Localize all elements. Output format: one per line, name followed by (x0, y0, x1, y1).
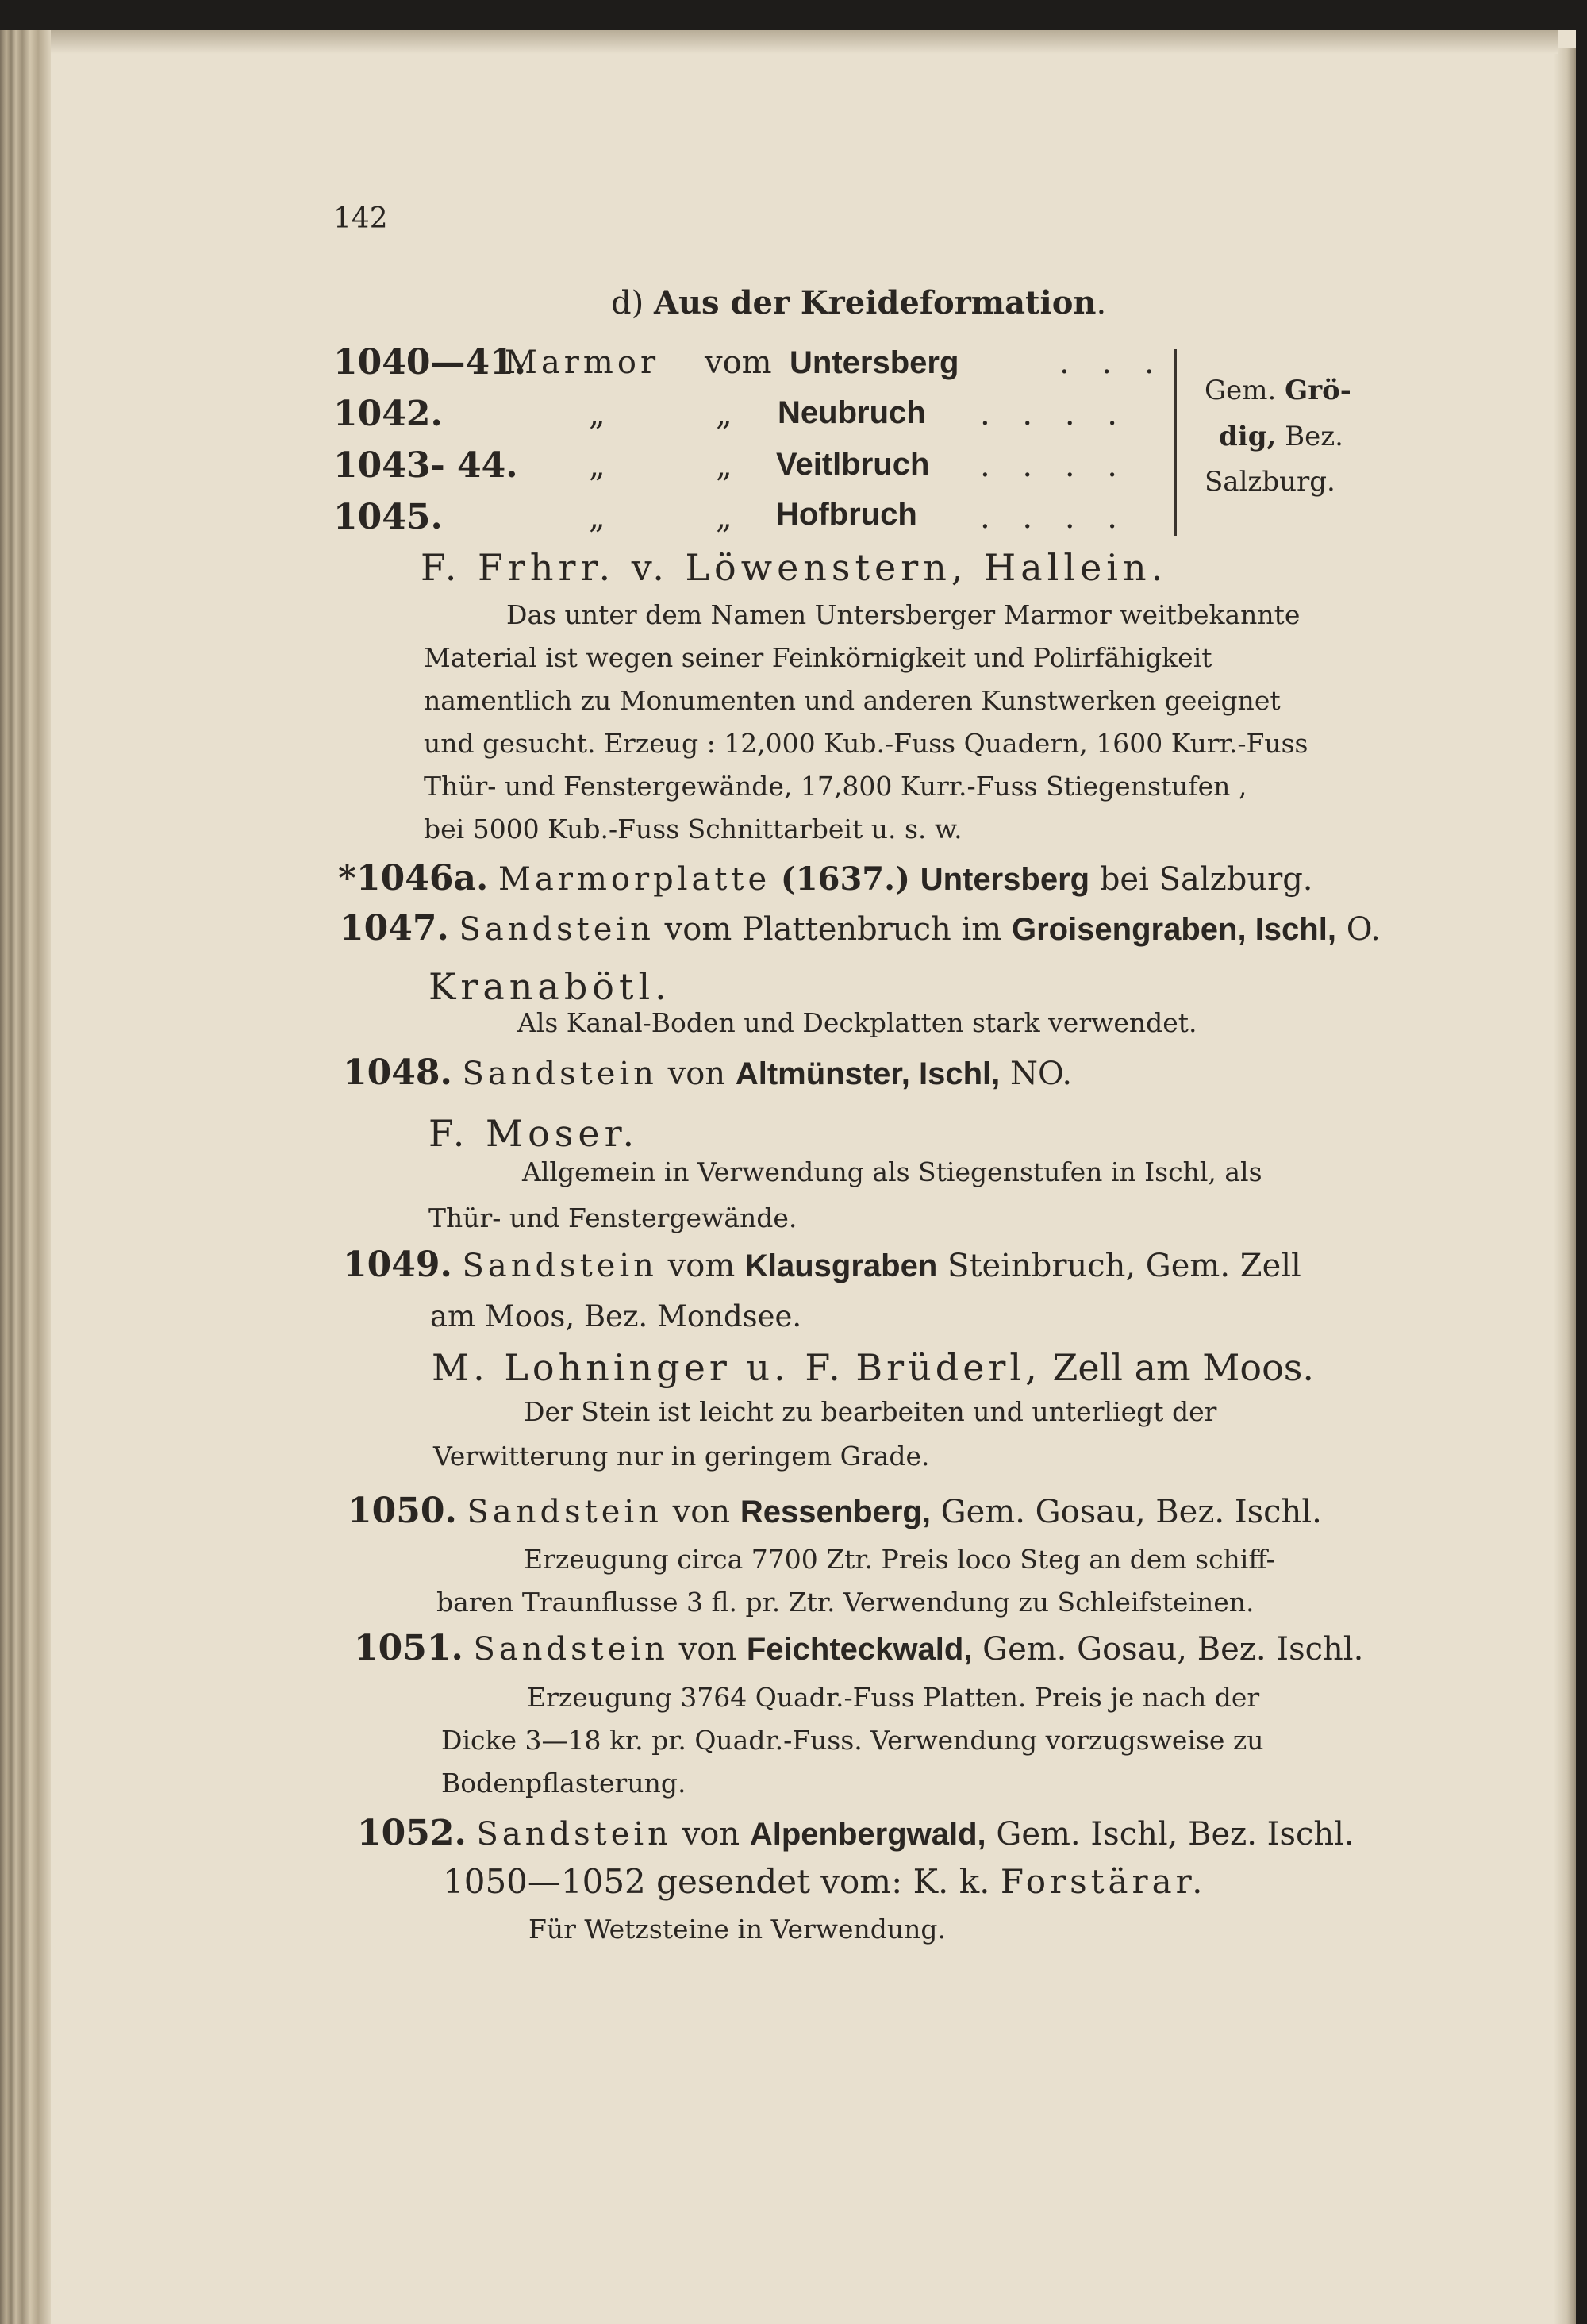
entry-place-1049: Klausgraben (745, 1249, 938, 1283)
entry-vom-1040: vom (705, 344, 772, 381)
ditto-mark: „ (589, 448, 605, 484)
entry-1051 (354, 1628, 1364, 1668)
description-line: und gesucht. Erzeug : 12,000 Kub.-Fuss Quadern, 1600 Kurr.-Fuss (424, 728, 1308, 759)
page-number: 142 (333, 202, 388, 235)
entry-text-1047: vom Plattenbruch im (664, 911, 1002, 948)
group-brace (1166, 349, 1177, 536)
entry-text-1051: von (678, 1631, 737, 1668)
entry-number-1046a: *1046a. (338, 858, 489, 898)
description-line: Bodenpflasterung. (441, 1768, 686, 1799)
entry-place-1047: Groisengraben, Ischl, (1011, 912, 1336, 947)
entry-place-1040: Untersberg (790, 345, 959, 380)
entry-rest-1052: Gem. Ischl, Bez. Ischl. (996, 1816, 1355, 1853)
entry-label-1046a: Marmorplatte (498, 861, 771, 898)
entry-label-1040: Marmor (505, 344, 660, 381)
entry-rest-1047: O. (1346, 911, 1381, 948)
entry-place-1045: Hofbruch (776, 497, 917, 532)
entry-place-1051: Feichteckwald, (746, 1632, 973, 1667)
entry-rest-1049: Steinbruch, Gem. Zell (947, 1248, 1301, 1284)
entry-text-1050: von (672, 1494, 731, 1530)
page-top-shadow (51, 30, 1558, 54)
description-line: Dicke 3—18 kr. pr. Quadr.-Fuss. Verwendung vorzugsweise zu (441, 1725, 1264, 1756)
entry-label-1048: Sandstein (462, 1056, 658, 1092)
ditto-mark: „ (589, 499, 605, 536)
entry-number-1048: 1048. (343, 1052, 452, 1093)
page-right-edge (1554, 48, 1576, 2324)
entry-number-1049: 1049. (343, 1245, 452, 1285)
description-line: Material ist wegen seiner Feinkörnigkeit und Polirfähigkeit (424, 642, 1212, 673)
description-line: Thür- und Fenstergewände. (428, 1202, 797, 1233)
ditto-mark: „ (589, 396, 605, 433)
entry-dots-1045: . . . . (980, 499, 1129, 536)
sent-by-prefix: 1050—1052 gesendet vom: K. k. (443, 1862, 990, 1901)
entry-text-1048: von (667, 1056, 726, 1092)
entry-1049 (343, 1245, 1301, 1285)
entry-number-1045: 1045. (333, 497, 443, 537)
scan-right-border (1576, 0, 1587, 2324)
entry-place-1042: Neubruch (778, 395, 926, 430)
entry-dots-1040: . . . (1059, 344, 1166, 381)
exhibitor-loewenstern: F. Frhrr. v. Löwenstern, Hallein. (421, 546, 1168, 589)
sent-by-name: Forstärar. (1000, 1862, 1207, 1901)
entry-text-1052: von (682, 1816, 740, 1853)
location-bez: Bez. (1285, 421, 1343, 452)
ditto-mark: „ (716, 396, 732, 433)
book-gutter (0, 30, 51, 2324)
entry-place-1050: Ressenberg, (740, 1495, 931, 1529)
entry-label-1050: Sandstein (467, 1494, 663, 1530)
exhibitor-lohninger (432, 1346, 1314, 1389)
location-gem: Gem. (1205, 375, 1277, 406)
entry-number-1043: 1043- 44. (333, 445, 518, 486)
entry-number-1040: 1040—41. (333, 342, 527, 383)
entry-text-1049: vom (667, 1248, 736, 1284)
description-line: Als Kanal-Boden und Deckplatten stark verwendet. (517, 1007, 1197, 1038)
description-line: Für Wetzsteine in Verwendung. (528, 1914, 947, 1945)
section-heading (611, 284, 1107, 321)
sent-by-line (443, 1862, 1207, 1901)
entry-1049-line2: am Moos, Bez. Mondsee. (430, 1299, 802, 1333)
description-line: Das unter dem Namen Untersberger Marmor weitbekannte (506, 599, 1301, 630)
description-line: Thür- und Fenstergewände, 17,800 Kurr.-Fuss Stiegenstufen , (424, 771, 1247, 802)
entry-place-1048: Altmünster, Ischl, (735, 1056, 1001, 1091)
exhibitor-moser: F. Moser. (428, 1112, 640, 1155)
section-heading-title: Aus der Kreideformation (653, 284, 1097, 321)
entry-1048 (343, 1052, 1073, 1093)
entry-rest-1050: Gem. Gosau, Bez. Ischl. (940, 1494, 1322, 1530)
entry-1047 (340, 908, 1381, 948)
entry-label-1052: Sandstein (476, 1816, 672, 1853)
entry-1050 (348, 1491, 1322, 1531)
entry-dots-1042: . . . . (980, 396, 1129, 433)
entry-number-1050: 1050. (348, 1491, 457, 1531)
entry-paren-1046a: (1637.) (780, 860, 910, 898)
description-line: baren Traunflusse 3 fl. pr. Ztr. Verwendung zu Schleifsteinen. (436, 1587, 1255, 1618)
entry-rest-1051: Gem. Gosau, Bez. Ischl. (982, 1631, 1364, 1668)
scan-top-border (0, 0, 1587, 30)
entry-dots-1043: . . . . (980, 448, 1129, 484)
ditto-mark: „ (716, 448, 732, 484)
entry-place-1046a: Untersberg (920, 862, 1090, 897)
location-groedig-a: Grö- (1285, 375, 1351, 406)
entry-label-1051: Sandstein (473, 1631, 669, 1668)
description-line: bei 5000 Kub.-Fuss Schnittarbeit u. s. w. (424, 814, 963, 845)
entry-label-1047: Sandstein (459, 911, 655, 948)
location-line-2 (1219, 423, 1343, 450)
entry-place-1043: Veitlbruch (776, 447, 930, 482)
entry-number-1051: 1051. (354, 1628, 463, 1668)
entry-place-1052: Alpenbergwald, (749, 1817, 986, 1852)
entry-rest-1046a: bei Salzburg. (1099, 861, 1313, 898)
entry-number-1047: 1047. (340, 908, 449, 948)
entry-rest-1048: NO. (1009, 1056, 1073, 1092)
location-line-3: Salzburg. (1205, 466, 1335, 498)
description-line: Erzeugung 3764 Quadr.-Fuss Platten. Preis je nach der (527, 1682, 1260, 1713)
description-line: Erzeugung circa 7700 Ztr. Preis loco Steg an dem schiff- (524, 1544, 1275, 1575)
exhibitor-lohninger-a: M. Lohninger u. F. (432, 1346, 844, 1389)
description-line: Der Stein ist leicht zu bearbeiten und unterliegt der (524, 1396, 1217, 1427)
entry-1052 (357, 1813, 1355, 1853)
entry-number-1042: 1042. (333, 394, 443, 434)
description-line: Allgemein in Verwendung als Stiegenstufen in Ischl, als (522, 1156, 1262, 1187)
section-heading-suffix: . (1096, 285, 1107, 321)
description-line: Verwitterung nur in geringem Grade. (433, 1441, 930, 1472)
location-line-1 (1205, 377, 1351, 404)
entry-label-1049: Sandstein (462, 1248, 658, 1284)
ditto-mark: „ (716, 499, 732, 536)
entry-number-1052: 1052. (357, 1813, 467, 1853)
location-groedig-b: dig, (1219, 421, 1277, 452)
exhibitor-lohninger-c: Zell am Moos. (1052, 1346, 1314, 1389)
section-heading-prefix: d) (611, 285, 644, 321)
exhibitor-kranaboetl: Kranabötl. (428, 965, 671, 1008)
entry-1046a (338, 858, 1313, 898)
description-line: namentlich zu Monumenten und anderen Kunstwerken geeignet (424, 685, 1281, 716)
exhibitor-lohninger-b: Brüderl, (855, 1346, 1041, 1389)
